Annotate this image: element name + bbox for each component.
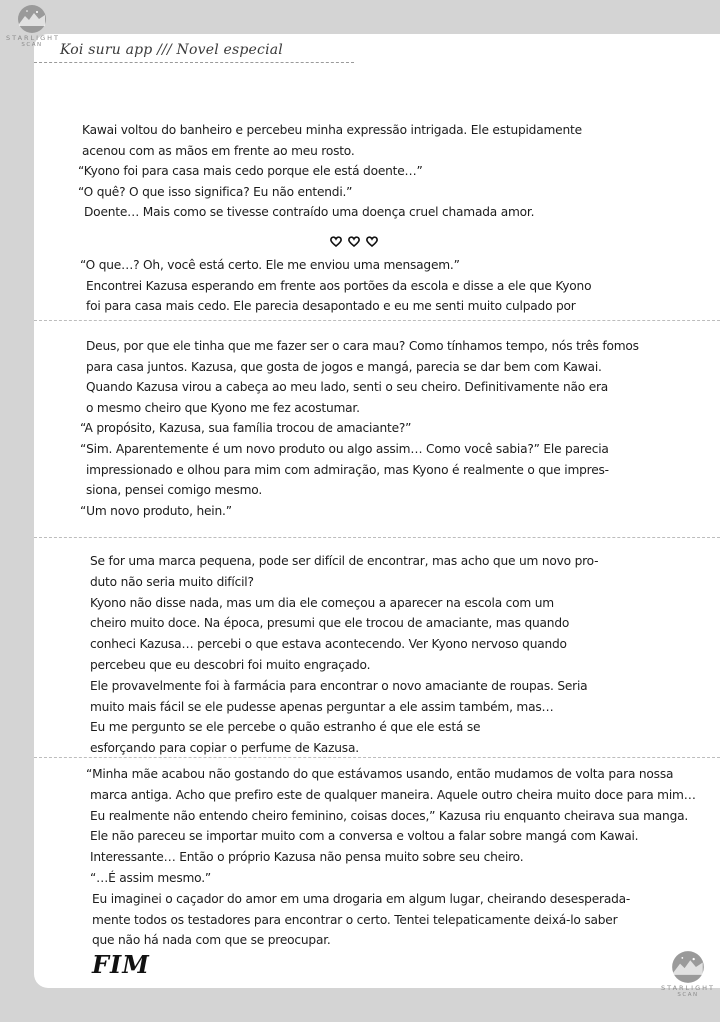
text-line: mente todos os testadores para encontrar o certo. Tentei telepaticamente deixá-lo saber — [92, 912, 618, 927]
text-line: o mesmo cheiro que Kyono me fez acostumar. — [86, 400, 360, 415]
text-line: “O quê? O que isso significa? Eu não entendi.” — [78, 184, 353, 199]
text-line: “Kyono foi para casa mais cedo porque ele está doente…” — [78, 164, 423, 178]
section-divider — [34, 320, 720, 321]
text-line: Ele não pareceu se importar muito com a conversa e voltou a falar sobre mangá com Kawai. — [90, 829, 639, 844]
text-line: siona, pensei comigo mesmo. — [86, 483, 262, 498]
text-line: para casa juntos. Kazusa, que gosta de jogos e mangá, parecia se dar bem com Kawai. — [86, 359, 602, 374]
text-line: Eu imaginei o caçador do amor em uma drogaria em algum lugar, cheirando desesperada- — [92, 891, 631, 906]
text-line: “Um novo produto, hein.” — [80, 503, 232, 518]
section-divider — [34, 757, 720, 758]
moon-emblem-icon — [671, 950, 705, 984]
text-line: Quando Kazusa virou a cabeça ao meu lado, senti o seu cheiro. Definitivamente não era — [86, 380, 609, 395]
text-line: acenou com as mãos em frente ao meu rosto. — [82, 143, 355, 158]
starlight-scan-logo-top — [6, 4, 58, 49]
logo-name: STARLIGHT — [6, 34, 60, 42]
text-line: marca antiga. Acho que prefiro este de qualquer maneira. Aquele outro cheira muito doce para mim… — [90, 787, 696, 802]
text-line: muito mais fácil se ele pudesse apenas perguntar a ele assim também, mas… — [90, 699, 554, 714]
text-line: “Sim. Aparentemente é um novo produto ou algo assim… Como você sabia?” Ele parecia — [80, 442, 609, 456]
text-line: esforçando para copiar o perfume de Kazusa. — [90, 741, 359, 756]
starlight-scan-logo-bottom — [660, 950, 716, 999]
heart-icon — [330, 236, 342, 247]
text-line: Eu realmente não entendo cheiro feminino, coisas doces,” Kazusa riu enquanto cheirava sua manga. — [90, 808, 689, 823]
text-line: Doente… Mais como se tivesse contraído uma doença cruel chamada amor. — [84, 205, 535, 219]
text-line: “A propósito, Kazusa, sua família trocou de amaciante?” — [80, 421, 412, 436]
text-line: que não há nada com que se preocupar. — [92, 933, 331, 948]
section-divider — [34, 537, 720, 538]
text-line: Se for uma marca pequena, pode ser difícil de encontrar, mas acho que um novo pro- — [90, 554, 599, 568]
text-line: cheiro muito doce. Na época, presumi que ele trocou de amaciante, mas quando — [90, 616, 570, 631]
text-line: Encontrei Kazusa esperando em frente aos portões da escola e disse a ele que Kyono — [86, 278, 592, 293]
text-line: “Minha mãe acabou não gostando do que estávamos usando, então mudamos de volta para nossa — [86, 767, 674, 781]
text-line: Interessante… Então o próprio Kazusa não pensa muito sobre seu cheiro. — [90, 850, 524, 865]
end-label: FIM — [92, 950, 150, 979]
text-line: percebeu que eu descobri foi muito engraçado. — [90, 658, 371, 672]
logo-name: STARLIGHT — [661, 984, 715, 992]
logo-sub: SCAN — [21, 42, 43, 48]
text-line: “O que…? Oh, você está certo. Ele me enviou uma mensagem.” — [80, 258, 460, 272]
logo-sub: SCAN — [677, 992, 699, 998]
heart-ornament — [330, 236, 378, 247]
text-line: “…É assim mesmo.” — [90, 871, 211, 885]
heart-icon — [348, 236, 360, 247]
text-line: foi para casa mais cedo. Ele parecia desapontado e eu me senti muito culpado por — [86, 299, 576, 313]
text-line: Ele provavelmente foi à farmácia para encontrar o novo amaciante de roupas. Seria — [90, 678, 588, 693]
text-line: conheci Kazusa… percebi o que estava acontecendo. Ver Kyono nervoso quando — [90, 637, 567, 652]
text-line: Eu me pergunto se ele percebe o quão estranho é que ele está se — [90, 720, 481, 735]
text-line: Kyono não disse nada, mas um dia ele começou a aparecer na escola com um — [90, 595, 554, 610]
text-line: Kawai voltou do banheiro e percebeu minha expressão intrigada. Ele estupidamente — [82, 123, 582, 137]
text-line: impressionado e olhou para mim com admiração, mas Kyono é realmente o que impres- — [86, 462, 609, 477]
header-divider — [34, 62, 354, 63]
page-header-title: Koi suru app /// Novel especial — [60, 42, 283, 58]
text-line: Deus, por que ele tinha que me fazer ser o cara mau? Como tínhamos tempo, nós três fomos — [86, 339, 639, 353]
text-line: duto não seria muito difícil? — [90, 574, 254, 589]
heart-icon — [366, 236, 378, 247]
moon-emblem-icon — [17, 4, 47, 34]
